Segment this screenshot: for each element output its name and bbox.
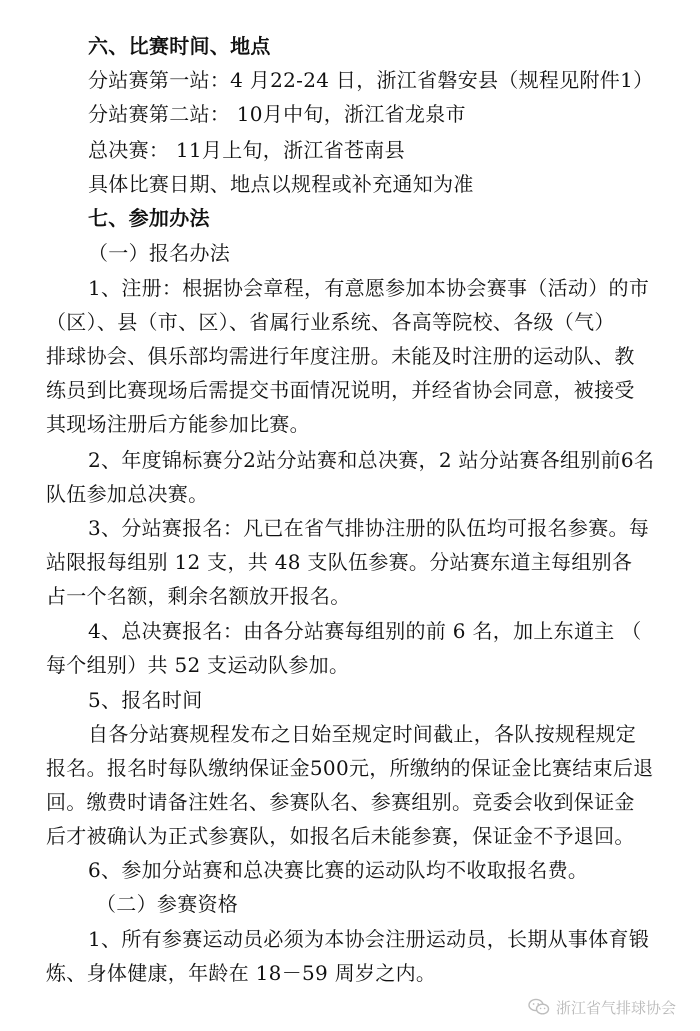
paragraph-line: 1、注册：根据协会章程，有意愿参加本协会赛事（活动）的市 — [88, 276, 650, 300]
paragraph-line: 练员到比赛现场后需提交书面情况说明，并经省协会同意，被接受 — [46, 378, 635, 402]
schedule-line-station-2: 分站赛第二站： 10月中旬，浙江省龙泉市 — [88, 102, 466, 126]
subsection-heading-eligibility: （二）参赛资格 — [96, 892, 239, 916]
wechat-icon — [528, 998, 550, 1016]
paragraph-line: 占一个名额，剩余名额放开报名。 — [46, 584, 351, 608]
paragraph-line: 4、总决赛报名：由各分站赛每组别的前 6 名，加上东道主 （ — [88, 619, 642, 643]
paragraph-line: 后才被确认为正式参赛队，如报名后未能参赛，保证金不予退回。 — [46, 824, 635, 848]
paragraph-line: 报名。报名时每队缴纳保证金500元，所缴纳的保证金比赛结束后退 — [46, 756, 654, 780]
paragraph-line: 排球协会、俱乐部均需进行年度注册。未能及时注册的运动队、教 — [46, 344, 635, 368]
paragraph-line: 1、所有参赛运动员必须为本协会注册运动员，长期从事体育锻 — [88, 927, 650, 951]
section-heading-7: 七、参加办法 — [88, 206, 210, 230]
paragraph-line: 3、分站赛报名：凡已在省气排协注册的队伍均可报名参赛。每 — [88, 516, 650, 540]
paragraph-line: 2、年度锦标赛分2站分站赛和总决赛，2 站分站赛各组别前6名 — [88, 448, 655, 472]
watermark-text: 浙江省气排球协会 — [556, 998, 677, 1017]
paragraph-line: 队伍参加总决赛。 — [46, 482, 209, 506]
schedule-line-final: 总决赛： 11月上旬，浙江省苍南县 — [88, 138, 405, 162]
paragraph-line: 自各分站赛规程发布之日始至规定时间截止，各队按规程规定 — [88, 722, 637, 746]
schedule-note: 具体比赛日期、地点以规程或补充通知为准 — [88, 172, 474, 196]
paragraph-line: 炼、身体健康，年龄在 18－59 周岁之内。 — [46, 961, 437, 985]
paragraph-line: 回。缴费时请备注姓名、参赛队名、参赛组别。竞委会收到保证金 — [46, 790, 635, 814]
watermark — [528, 994, 676, 1020]
paragraph-line: 站限报每组别 12 支，共 48 支队伍参赛。分站赛东道主每组别各 — [46, 550, 633, 574]
paragraph-line: （区）、县（市、区）、省属行业系统、各高等院校、各级（气） — [46, 310, 615, 334]
paragraph-line: 每个组别）共 52 支运动队参加。 — [46, 653, 350, 677]
subsection-heading-registration-time: 5、报名时间 — [88, 688, 203, 712]
section-heading-6: 六、比赛时间、地点 — [88, 34, 271, 58]
paragraph-line: 6、参加分站赛和总决赛比赛的运动队均不收取报名费。 — [88, 858, 589, 882]
schedule-line-station-1: 分站赛第一站：4 月22-24 日，浙江省磐安县（规程见附件1） — [88, 68, 654, 92]
subsection-heading-registration: （一）报名办法 — [88, 241, 231, 265]
paragraph-line: 其现场注册后方能参加比赛。 — [46, 412, 310, 436]
